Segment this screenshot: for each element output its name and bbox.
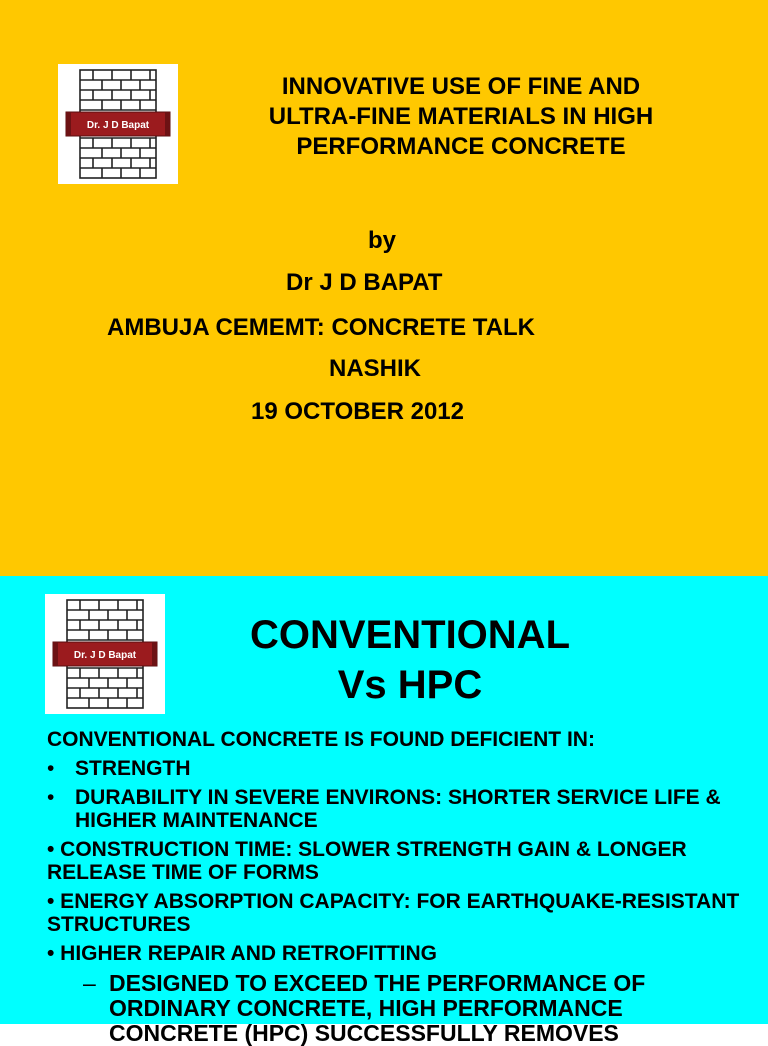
slide-title [190,610,630,710]
slide-body [47,728,747,1046]
brick-wall-logo-icon [58,64,178,184]
bullet-mark: • [47,757,55,780]
title-line: PERFORMANCE CONCRETE [296,133,626,160]
bullet-mark: • [47,786,55,809]
brick-wall-logo-icon [45,594,165,714]
event-name: AMBUJA CEMEMT: CONCRETE TALK [107,314,535,341]
bullet-item [47,786,747,832]
bullet-item: • CONSTRUCTION TIME: SLOWER STRENGTH GAIN & LONGER RELEASE TIME OF FORMS [47,838,687,884]
intro-text: CONVENTIONAL CONCRETE IS FOUND DEFICIENT IN: [47,728,595,751]
author-logo [45,594,165,714]
comparison-slide [0,576,768,1046]
bullet-text: DURABILITY IN SEVERE ENVIRONS: SHORTER SERVICE LIFE & HIGHER MAINTENANCE [75,786,721,832]
svg-text:Dr. J D Bapat: Dr. J D Bapat [86,120,150,131]
title-line: INNOVATIVE USE OF FINE AND [281,73,641,100]
title-line: Vs HPC [337,663,483,707]
sub-bullet-text: DESIGNED TO EXCEED THE PERFORMANCE OF ORDINARY CONCRETE, HIGH PERFORMANCE CONCRETE (HPC) SUCCESSFULLY REMOVES [109,970,646,1046]
event-date: 19 OCTOBER 2012 [251,398,464,425]
author-logo [58,64,178,184]
bullet-item [47,757,747,780]
bullet-text: STRENGTH [75,757,191,780]
dash-mark: – [83,970,96,996]
bullet-item: • HIGHER REPAIR AND RETROFITTING [47,942,438,965]
title-line: ULTRA-FINE MATERIALS IN HIGH [268,103,654,130]
author-name: Dr J D BAPAT [286,269,443,296]
event-city: NASHIK [329,355,422,382]
slide-title [200,72,722,162]
svg-text:Dr. J D Bapat: Dr. J D Bapat [73,650,137,661]
title-line: CONVENTIONAL [250,613,570,657]
by-label: by [368,227,397,254]
sub-bullet-item [47,971,747,1046]
bullet-item: • ENERGY ABSORPTION CAPACITY: FOR EARTHQUAKE-RESISTANT STRUCTURES [47,890,740,936]
